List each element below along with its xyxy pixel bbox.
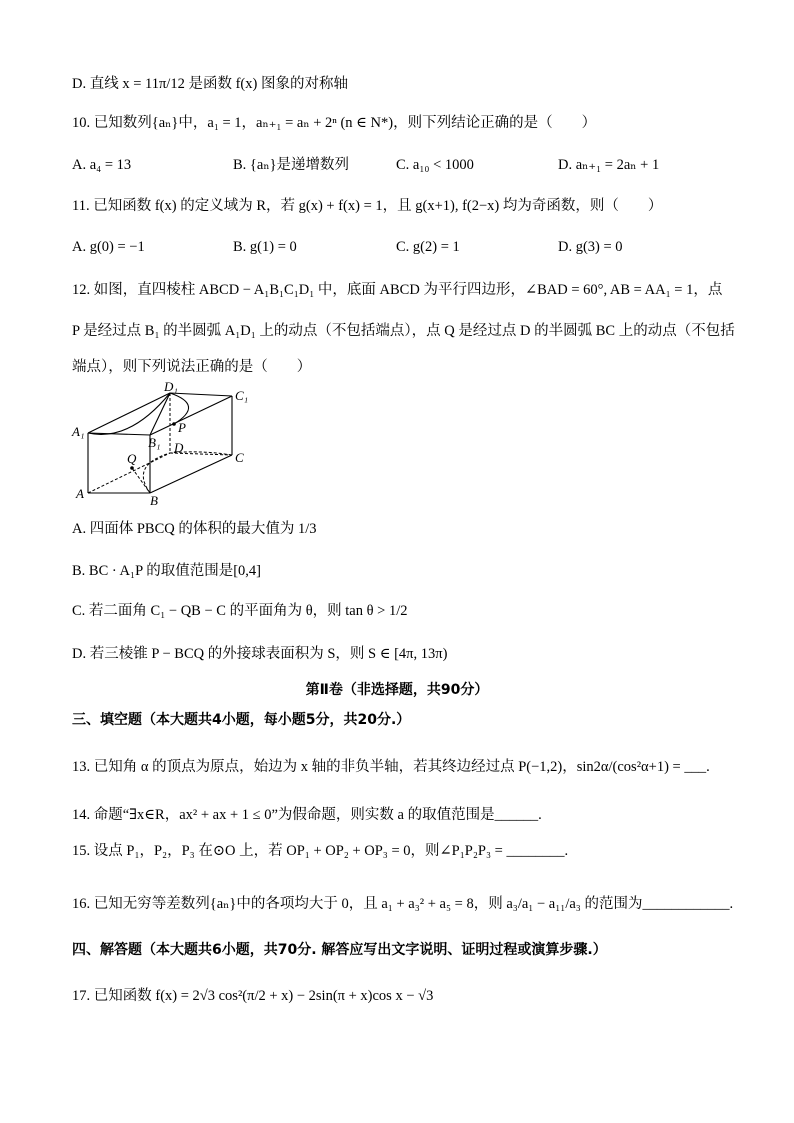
edge-d1c1: [170, 393, 232, 396]
question-13: 13. 已知角 α 的顶点为原点，始边为 x 轴的非负半轴，若其终边经过点 P(−1,2)，sin2α/(cos²α+1) = ___.: [72, 759, 710, 775]
q11-option-d: D. g(3) = 0: [558, 239, 623, 255]
arc-bc-hidden: [143, 452, 232, 493]
question-15: 15. 设点 P₁，P₂，P₃ 在⊙O 上，若 OP₁ + OP₂ + OP₃ = 0，则∠P₁P₂P₃ = ________.: [72, 843, 569, 859]
question-17: 17. 已知函数 f(x) = 2√3 cos²(π/2 + x) − 2sin(π + x)cos x − √3: [72, 988, 434, 1004]
edge-a1d1: [88, 393, 170, 433]
q12-option-a: A. 四面体 PBCQ 的体积的最大值为 1/3: [72, 521, 317, 537]
label-a1: A₁: [72, 424, 85, 439]
q10-option-c: C. a₁₀ < 1000: [396, 157, 474, 173]
label-b: B: [150, 493, 158, 508]
q11-option-a: A. g(0) = −1: [72, 239, 145, 255]
edge-bc: [150, 455, 232, 493]
segment-qb-hidden: [132, 468, 150, 493]
q11-option-b: B. g(1) = 0: [233, 239, 297, 255]
q10-option-b: B. {aₙ}是递增数列: [233, 157, 350, 173]
label-q: Q: [127, 451, 137, 466]
question-12-line-2: P 是经过点 B₁ 的半圆弧 A₁D₁ 上的动点（不包括端点），点 Q 是经过点 D 的半圆弧 BC 上的动点（不包括: [72, 323, 735, 339]
q10-option-a: A. a₄ = 13: [72, 157, 132, 173]
question-12-line-1: 12. 如图，直四棱柱 ABCD − A₁B₁C₁D₁ 中，底面 ABCD 为平行四边形，∠BAD = 60°, AB = AA₁ = 1，点: [72, 282, 723, 298]
question-12-line-3: 端点），则下列说法正确的是（ ）: [72, 359, 312, 375]
label-a: A: [76, 486, 84, 501]
label-b1: B₁: [148, 435, 161, 450]
question-10: 10. 已知数列{aₙ}中，a₁ = 1，aₙ₊₁ = aₙ + 2ⁿ (n ∈ N*)，则下列结论正确的是（ ）: [72, 115, 597, 131]
section-4-heading: 四、解答题（本大题共6小题，共70分. 解答应写出文字说明、证明过程或演算步骤.）: [72, 942, 607, 958]
q12-option-d: D. 若三棱锥 P − BCQ 的外接球表面积为 S，则 S ∈ [4π, 13π): [72, 646, 448, 662]
label-c1: C₁: [235, 388, 249, 403]
prism-figure: [70, 380, 260, 510]
option-d-previous: D. 直线 x = 11π/12 是函数 f(x) 图象的对称轴: [72, 76, 348, 92]
q12-option-b: B. BC · A₁P 的取值范围是[0,4]: [72, 563, 262, 579]
q11-option-c: C. g(2) = 1: [396, 239, 460, 255]
question-14: 14. 命题“∃x∈R，ax² + ax + 1 ≤ 0”为假命题，则实数 a 的取值范围是______.: [72, 807, 542, 823]
label-d: D: [174, 440, 184, 455]
section-3-heading: 三、填空题（本大题共4小题，每小题5分，共20分.）: [72, 712, 411, 728]
point-p: [172, 422, 176, 426]
part-2-title: 第Ⅱ卷（非选择题，共90分）: [305, 682, 489, 698]
label-d1: D₁: [164, 380, 178, 394]
q12-option-c: C. 若二面角 C₁ − QB − C 的平面角为 θ，则 tan θ > 1/2: [72, 603, 408, 619]
edge-b1d1: [150, 393, 170, 435]
label-p: P: [178, 420, 186, 435]
q10-option-d: D. aₙ₊₁ = 2aₙ + 1: [558, 157, 660, 173]
question-16: 16. 已知无穷等差数列{aₙ}中的各项均大于 0，且 a₁ + a₃² + a₅ = 8，则 a₃/a₁ − a₁₁/a₃ 的范围为____________.: [72, 896, 734, 912]
label-c: C: [235, 450, 244, 465]
point-q: [130, 466, 134, 470]
question-11: 11. 已知函数 f(x) 的定义域为 R，若 g(x) + f(x) = 1，且 g(x+1), f(2−x) 均为奇函数，则（ ）: [72, 198, 663, 214]
